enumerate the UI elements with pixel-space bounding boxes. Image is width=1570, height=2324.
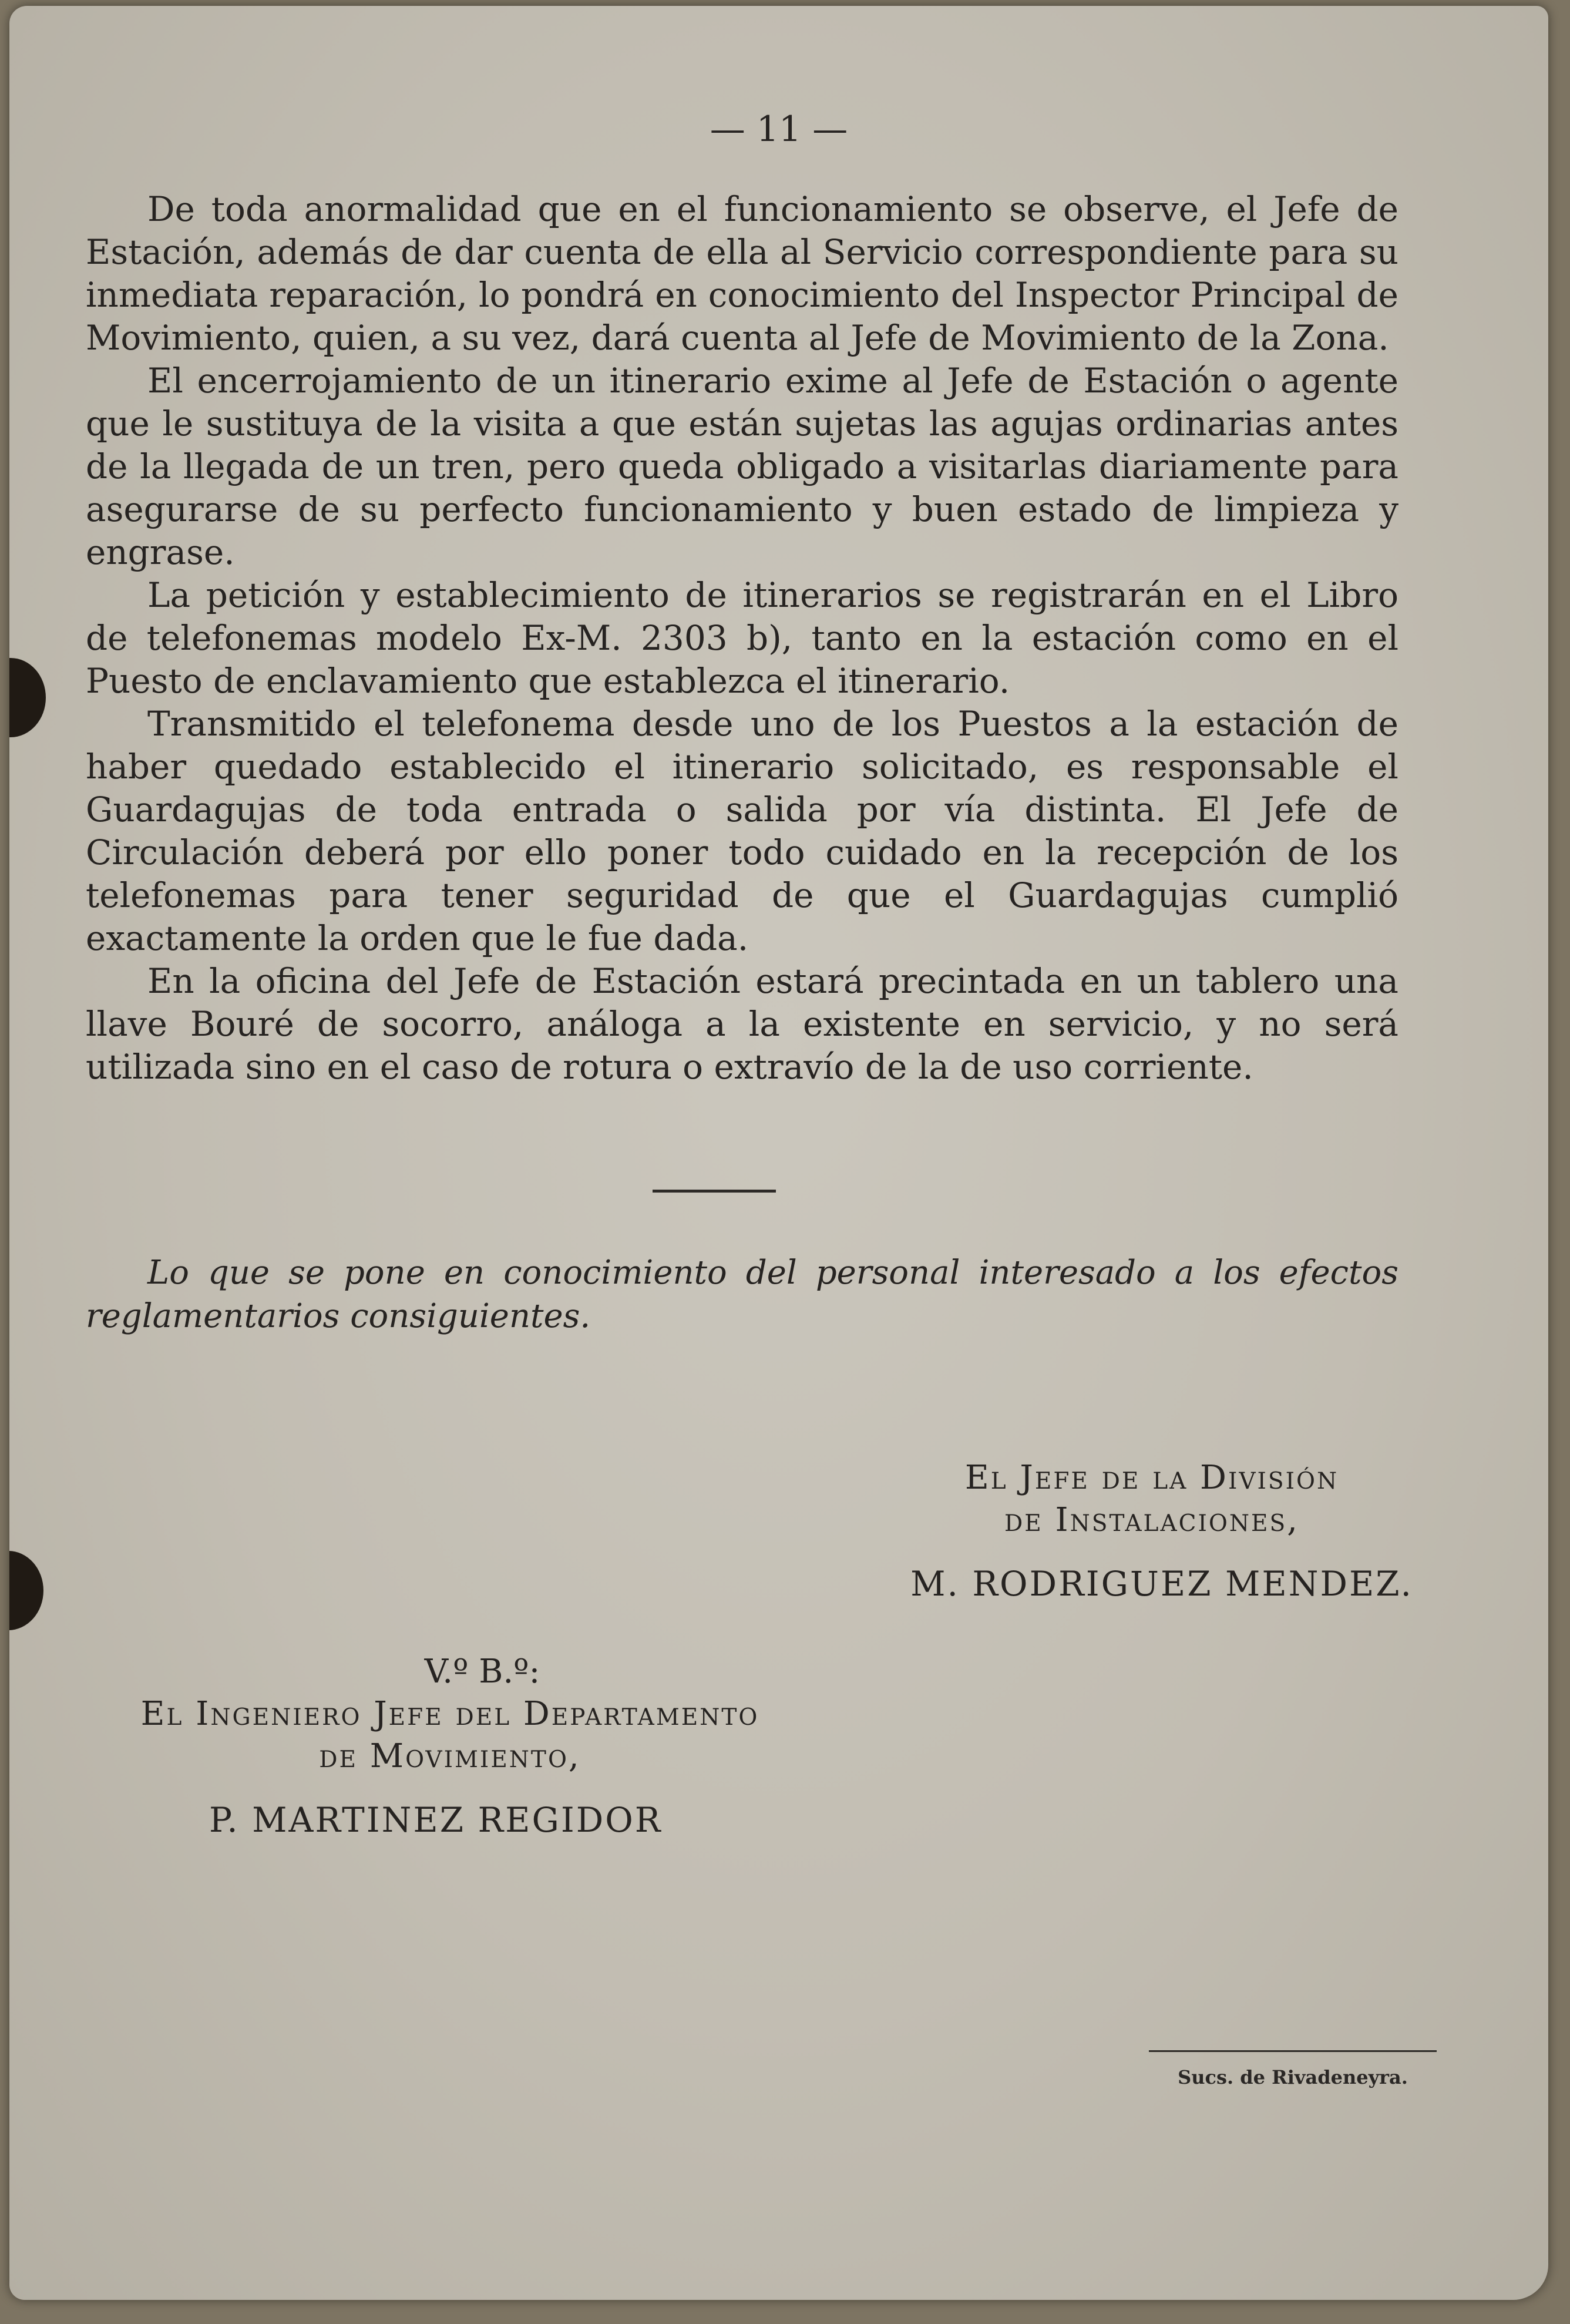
signatory-title: de Instalaciones, (1004, 1501, 1299, 1539)
signatory-title: El Jefe de la División (964, 1459, 1339, 1497)
punch-hole (9, 658, 46, 737)
section-divider (653, 1190, 776, 1193)
page-number: — 11 — (710, 109, 848, 150)
closing-statement: Lo que se pone en conocimiento del personal interesado a los efectos reglamentarios consiguientes. (86, 1254, 1398, 1335)
signature-block-division-head (890, 1457, 1413, 1604)
paragraph: La petición y establecimiento de itinerarios se registrarán en el Libro de telefonemas modelo Ex-M. 2303 b), tanto en la estación como en el Puesto de enclavamiento que establezca el itinerario. (86, 575, 1398, 701)
punch-hole (9, 1551, 43, 1630)
body-text (86, 188, 1398, 1089)
approval-mark: V.º B.º: (424, 1653, 540, 1691)
paragraph: Transmitido el telefonema desde uno de los Puestos a la estación de haber quedado establecido el itinerario solicitado, es responsable el Guardagujas de toda entrada o salida por vía distinta. El Jefe de Circulación deberá por ello poner todo cuidado en la recepción de los telefonemas para tener seguridad de que el Guardagujas cumplió exactamente la orden que le fue dada. (86, 704, 1398, 958)
paragraph: El encerrojamiento de un itinerario exime al Jefe de Estación o agente que le sustituya de la visita a que están sujetas las agujas ordinarias antes de la llegada de un tren, pero queda obligado a visitarlas diariamente para asegurarse de su perfecto funcionamiento y buen estado de limpieza y engrase. (86, 361, 1398, 572)
signatory-title: El Ingeniero Jefe del Departamento (140, 1695, 759, 1733)
signature-block-approval (74, 1651, 826, 1840)
printer-imprint: Sucs. de Rivadeneyra. (1149, 2050, 1437, 2088)
signatory-name: P. MARTINEZ REGIDOR (209, 1800, 663, 1840)
signatory-name: M. RODRIGUEZ MENDEZ. (910, 1564, 1413, 1604)
paragraph: En la oficina del Jefe de Estación estará precintada en un tablero una llave Bouré de socorro, análoga a la existente en servicio, y no será utilizada sino en el caso de rotura o extravío de la de uso corriente. (86, 961, 1398, 1087)
signatory-title: de Movimiento, (319, 1737, 581, 1775)
paragraph: De toda anormalidad que en el funcionamiento se observe, el Jefe de Estación, además de dar cuenta de ella al Servicio correspondiente para su inmediata reparación, lo pondrá en conocimiento del Inspector Principal de Movimiento, quien, a su vez, dará cuenta al Jefe de Movimiento de la Zona. (86, 189, 1398, 358)
document-page (9, 6, 1548, 2300)
